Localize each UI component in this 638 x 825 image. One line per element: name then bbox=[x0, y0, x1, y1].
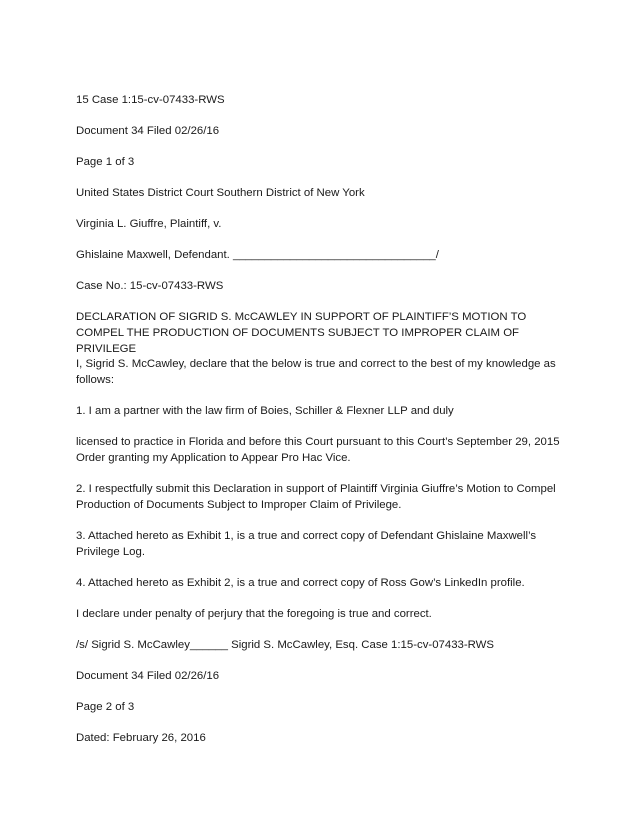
defendant-line: Ghislaine Maxwell, Defendant. ________________________________/ bbox=[76, 249, 439, 261]
paragraph-4: 4. Attached hereto as Exhibit 2, is a true and correct copy of Ross Gow’s LinkedIn profile. bbox=[76, 577, 525, 589]
paragraph-1-continued: licensed to practice in Florida and before this Court pursuant to this Court’s September 29, 2015 Order granting my Application to Appear Pro Hac Vice. bbox=[76, 436, 560, 464]
paragraph-3: 3. Attached hereto as Exhibit 1, is a true and correct copy of Defendant Ghislaine Maxwell’s Privilege Log. bbox=[76, 530, 537, 558]
declarant-intro: I, Sigrid S. McCawley, declare that the below is true and correct to the best of my knowledge as follows: bbox=[76, 358, 556, 386]
page-number-line: Page 1 of 3 bbox=[76, 156, 135, 168]
plaintiff-line: Virginia L. Giuffre, Plaintiff, v. bbox=[76, 218, 222, 230]
signature-line: /s/ Sigrid S. McCawley______ Sigrid S. McCawley, Esq. Case 1:15-cv-07433-RWS bbox=[76, 639, 495, 651]
paragraph-2: 2. I respectfully submit this Declaration in support of Plaintiff Virginia Giuffre’s Motion to Compel Production of Documents Subject to Improper Claim of Privilege. bbox=[76, 483, 556, 511]
court-name-line: United States District Court Southern District of New York bbox=[76, 187, 365, 199]
perjury-statement: I declare under penalty of perjury that the foregoing is true and correct. bbox=[76, 608, 432, 620]
dated-line: Dated: February 26, 2016 bbox=[76, 732, 206, 744]
document-filed-line-page-2: Document 34 Filed 02/26/16 bbox=[76, 670, 220, 682]
paragraph-1: 1. I am a partner with the law firm of Boies, Schiller & Flexner LLP and duly bbox=[76, 405, 454, 417]
document-filed-line: Document 34 Filed 02/26/16 bbox=[76, 125, 220, 137]
case-number-line: Case No.: 15-cv-07433-RWS bbox=[76, 280, 224, 292]
case-header-line: 15 Case 1:15-cv-07433-RWS bbox=[76, 94, 225, 106]
page-number-line-page-2: Page 2 of 3 bbox=[76, 701, 135, 713]
declaration-title: DECLARATION OF SIGRID S. McCAWLEY IN SUPPORT OF PLAINTIFF’S MOTION TO COMPEL THE PRODUCTION OF DOCUMENTS SUBJECT TO IMPROPER CLAIM OF PRIVILEGE bbox=[76, 311, 527, 355]
